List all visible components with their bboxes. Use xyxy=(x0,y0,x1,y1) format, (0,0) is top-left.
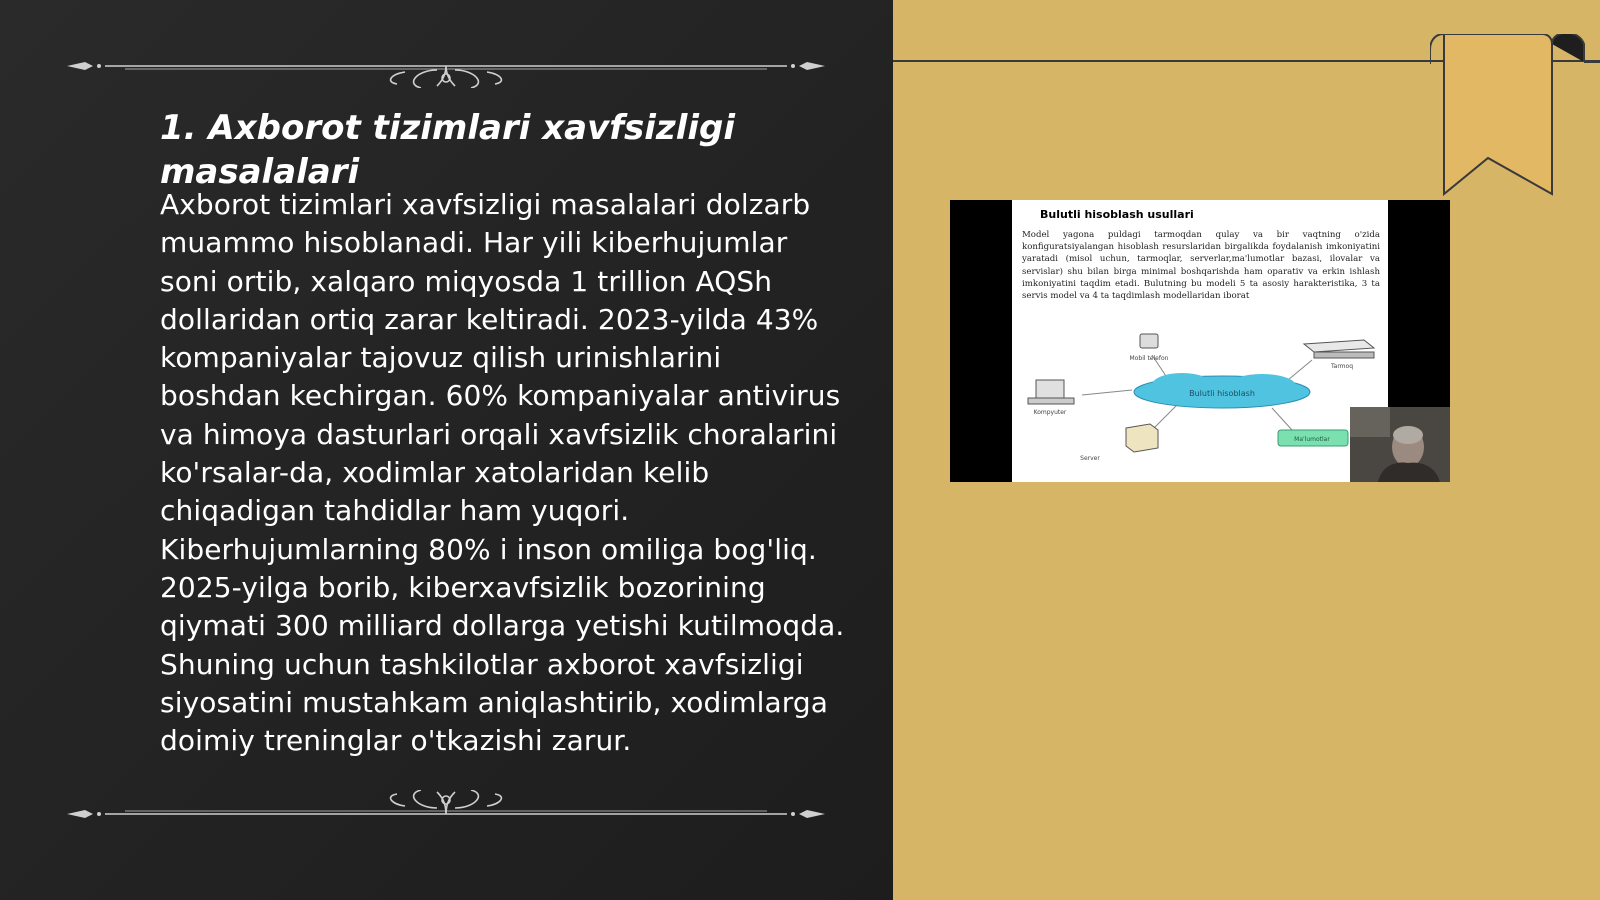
phone-icon xyxy=(1130,334,1169,362)
slide-body: Axborot tizimlari xavfsizligi masalalari dolzarb muammo hisoblanadi. Har yili kiberhujumlar soni ortib, xalqaro miqyosda 1 trillion AQSh dollaridan ortiq zarar keltiradi. 2023-yilda 43% kompaniyalar tajovuz qilish urinishlarini boshdan kechirgan. 60% kompaniyalar antivirus va himoya dasturlari orqali xavfsizlik choralarini ko'rsalar-da, xodimlar xatolaridan kelib chiqadigan tahdidlar ham yuqori. Kiberhujumlarning 80% i inson omiliga bog'liq. 2025-yilga borib, kiberxavfsizlik bozorining qiymati 300 milliard dollarga yetishi kutilmoqda. Shuning uchun tashkilotlar axborot xavfsizligi siyosatini mustahkam aniqlashtirib, xodimlarga doimiy treninglar o'tkazishi zarur. xyxy=(160,188,845,758)
embedded-slide-image xyxy=(950,200,1450,482)
bookmark-icon xyxy=(1430,34,1600,204)
slide-title: 1. Axborot tizimlari xavfsizligi masalalari xyxy=(160,108,736,192)
mobile-label: Mobil telefon xyxy=(1129,355,1169,362)
cloud-icon xyxy=(1134,373,1310,408)
router-icon xyxy=(1304,340,1374,370)
ornament-divider-icon xyxy=(65,790,827,830)
presenter-silhouette-icon xyxy=(1350,407,1450,482)
document-page xyxy=(1012,200,1388,482)
server-icon xyxy=(1080,424,1158,462)
document-paragraph: Model yagona puldagi tarmoqdan qulay va bir vaqtning o'zida konfiguratsiyalangan hisoblash resurslaridan birgalikda foydalanish imkoniyatini yaratadi (misol uchun, tarmoqlar, serverlar,ma'lumotlar bazasi, ilovalar va servislar) shu bilan birga minimal boshqarishda ham oparativ va erkin ishlash imkoniyatini taqdim etadi. Bulutning bu modeli 5 ta asosiy harakteristika, 3 ta servis model va 4 ta taqdimlash modellaridan iborat xyxy=(1022,230,1380,302)
computer-icon xyxy=(1028,380,1074,416)
database-icon xyxy=(1278,430,1348,446)
computer-label: Kompyuter xyxy=(1033,409,1067,416)
cloud-label: Bulutli hisoblash xyxy=(1189,389,1255,398)
database-label: Ma'lumotlar xyxy=(1294,436,1330,443)
network-label: Tarmoq xyxy=(1330,363,1354,370)
cloud-diagram xyxy=(1012,330,1388,482)
document-heading: Bulutli hisoblash usullari xyxy=(1040,208,1194,221)
ornament-divider-icon xyxy=(65,48,827,88)
server-label: Server xyxy=(1080,455,1100,462)
presenter-webcam xyxy=(1350,407,1450,482)
